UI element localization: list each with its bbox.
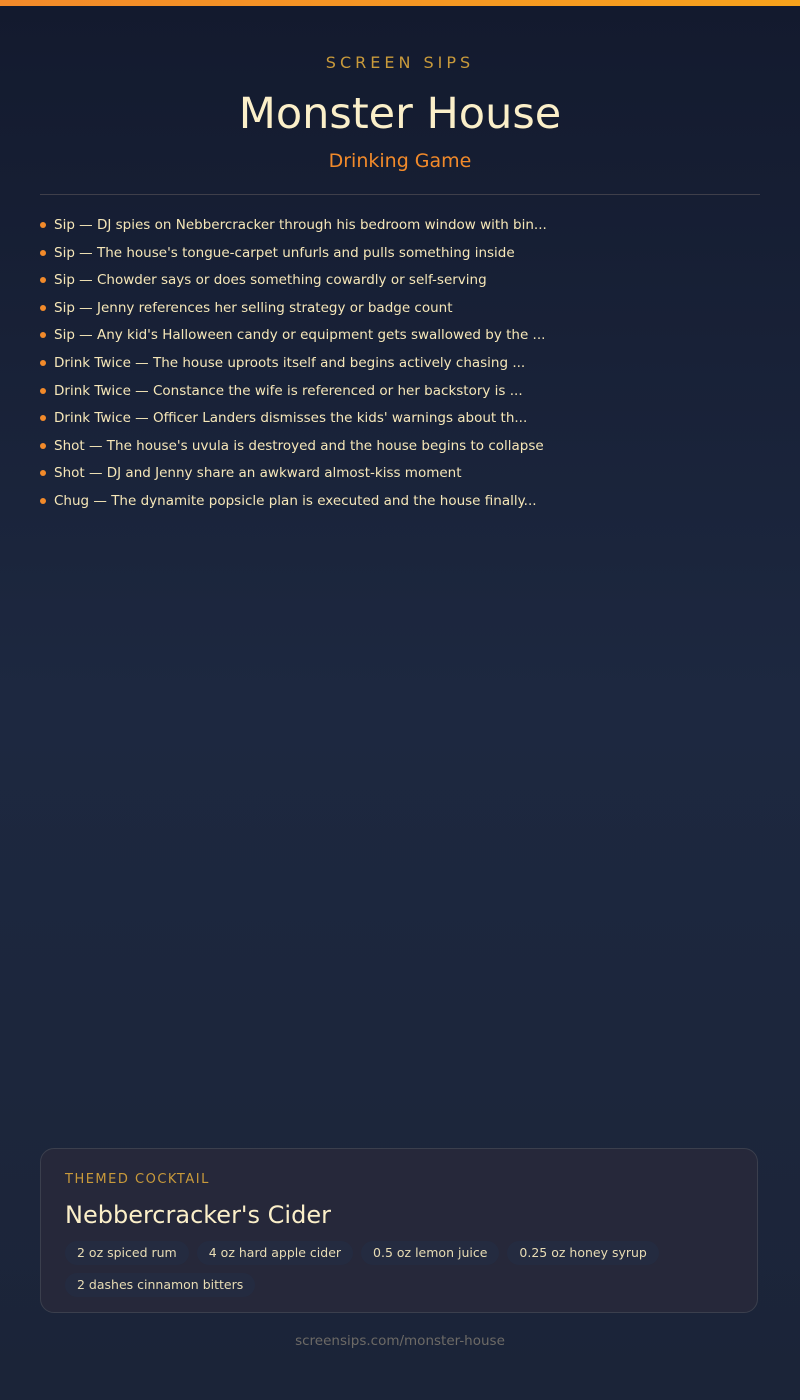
ingredient-list	[65, 1241, 665, 1297]
rule-text: Sip — Jenny references her selling strategy or badge count	[54, 299, 453, 316]
rule-item	[40, 267, 760, 295]
rule-item	[40, 433, 760, 461]
rule-text: Drink Twice — Constance the wife is referenced or her backstory is ...	[54, 382, 523, 399]
rule-text: Sip — Chowder says or does something cowardly or self-serving	[54, 272, 487, 289]
top-accent-bar	[0, 0, 800, 6]
rule-text: Shot — DJ and Jenny share an awkward almost-kiss moment	[54, 465, 462, 482]
bullet-icon	[40, 277, 46, 283]
bullet-icon	[40, 222, 46, 228]
rules-list	[40, 212, 760, 516]
brand-label: SCREEN SIPS	[325, 53, 475, 72]
rule-item	[40, 322, 760, 350]
bullet-icon	[40, 360, 46, 366]
page-subtitle: Drinking Game	[328, 150, 472, 172]
rule-text: Sip — The house's tongue-carpet unfurls and pulls something inside	[54, 244, 515, 261]
rule-item	[40, 460, 760, 488]
rule-item	[40, 350, 760, 378]
rule-text: Drink Twice — Officer Landers dismisses the kids' warnings about th...	[54, 410, 528, 427]
ingredient-chip: 4 oz hard apple cider	[197, 1241, 353, 1265]
cocktail-kicker: THEMED COCKTAIL	[65, 1172, 210, 1187]
bullet-icon	[40, 415, 46, 421]
bullet-icon	[40, 250, 46, 256]
page-title: Monster House	[238, 89, 562, 139]
rule-item	[40, 405, 760, 433]
bullet-icon	[40, 332, 46, 338]
rule-text: Shot — The house's uvula is destroyed and the house begins to collapse	[54, 437, 544, 454]
ingredient-chip: 2 oz spiced rum	[65, 1241, 189, 1265]
ingredient-chip: 0.5 oz lemon juice	[361, 1241, 499, 1265]
footer-url[interactable]: screensips.com/monster-house	[295, 1333, 505, 1349]
header-divider	[40, 194, 760, 195]
page-header	[0, 52, 800, 174]
rule-item	[40, 295, 760, 323]
cocktail-card	[40, 1148, 758, 1313]
bullet-icon	[40, 305, 46, 311]
rule-item	[40, 212, 760, 240]
rule-item	[40, 488, 760, 516]
ingredient-chip: 0.25 oz honey syrup	[507, 1241, 658, 1265]
ingredient-chip: 2 dashes cinnamon bitters	[65, 1273, 255, 1297]
rule-text: Chug — The dynamite popsicle plan is executed and the house finally...	[54, 492, 537, 509]
rule-item	[40, 240, 760, 268]
rule-item	[40, 378, 760, 406]
bullet-icon	[40, 443, 46, 449]
rule-text: Drink Twice — The house uproots itself and begins actively chasing ...	[54, 354, 526, 371]
cocktail-name: Nebbercracker's Cider	[65, 1201, 331, 1229]
rule-text: Sip — Any kid's Halloween candy or equipment gets swallowed by the ...	[54, 327, 546, 344]
bullet-icon	[40, 498, 46, 504]
rule-text: Sip — DJ spies on Nebbercracker through his bedroom window with bin...	[54, 217, 547, 233]
bullet-icon	[40, 388, 46, 394]
bullet-icon	[40, 470, 46, 476]
